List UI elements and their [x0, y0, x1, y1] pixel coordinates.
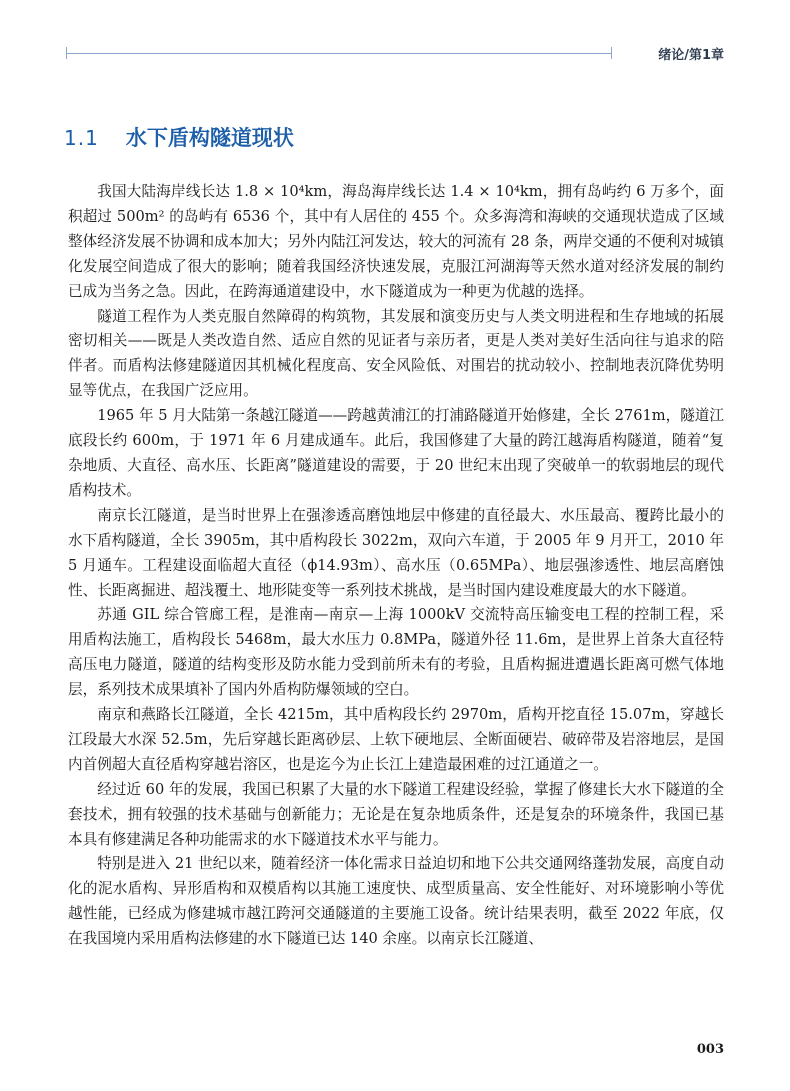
- section-heading: [64, 122, 294, 152]
- paragraph: 南京长江隧道，是当时世界上在强渗透高磨蚀地层中修建的直径最大、水压最高、覆跨比最小的水下盾构隧道，全长 3905m，其中盾构段长 3022m，双向六车道，于 2005 年 9 月开工，2010 年 5 月通车。工程建设面临超大直径（ϕ14.93m）、高水压（0.65MPa）、地层强渗透性、地层高磨蚀性、长距离掘进、超浅覆土、地形陡变等一系列技术挑战，是当时国内建设难度最大的水下隧道。: [68, 506, 724, 599]
- paragraph: 经过近 60 年的发展，我国已积累了大量的水下隧道工程建设经验，掌握了修建长大水下隧道的全套技术，拥有较强的技术基础与创新能力；无论是在复杂地质条件，还是复杂的环境条件，我国已基本具有修建满足各种功能需求的水下隧道技术水平与能力。: [68, 780, 724, 848]
- paragraph: 我国大陆海岸线长达 1.8 × 10⁴km，海岛海岸线长达 1.4 × 10⁴km，拥有岛屿约 6 万多个，面积超过 500m² 的岛屿有 6536 个，其中有人居住的 455 个。众多海湾和海峡的交通现状造成了区域整体经济发展不协调和成本加大；另外内陆江河发达，较大的河流有 28 条，两岸交通的不便利对城镇化发展空间造成了很大的影响；随着我国经济快速发展，克服江河湖海等天然水道对经济发展的制约已成为当务之急。因此，在跨海通道建设中，水下隧道成为一种更为优越的选择。: [68, 183, 724, 300]
- paragraph: 苏通 GIL 综合管廊工程，是淮南—南京—上海 1000kV 交流特高压输变电工程的控制工程，采用盾构法施工，盾构段长 5468m，最大水压力 0.8MPa，隧道外径 11.6m，是世界上首条大直径特高压电力隧道，隧道的结构变形及防水能力受到前所未有的考验，且盾构掘进遭遇长距离可燃气体地层，系列技术成果填补了国内外盾构防爆领域的空白。: [68, 606, 724, 699]
- chapter-label: 绪论/第1章: [658, 48, 724, 63]
- paragraph: 隧道工程作为人类克服自然障碍的构筑物，其发展和演变历史与人类文明进程和生存地域的拓展密切相关——既是人类改造自然、适应自然的见证者与亲历者，更是人类对美好生活向往与追求的陪伴者。而盾构法修建隧道因其机械化程度高、安全风险低、对围岩的扰动较小、控制地表沉降优势明显等优点，在我国广泛应用。: [68, 307, 724, 400]
- paragraph: 1965 年 5 月大陆第一条越江隧道——跨越黄浦江的打浦路隧道开始修建，全长 2761m，隧道江底段长约 600m，于 1971 年 6 月建成通车。此后，我国修建了大量的跨江越海盾构隧道，随着“复杂地质、大直径、高水压、长距离”隧道建设的需要，于 20 世纪末出现了突破单一的软弱地层的现代盾构技术。: [68, 407, 724, 499]
- running-header: [66, 40, 724, 66]
- header-rule: [66, 53, 612, 54]
- section-title: 水下盾构隧道现状: [125, 126, 294, 150]
- paragraph: 特别是进入 21 世纪以来，随着经济一体化需求日益迫切和地下公共交通网络蓬勃发展，高度自动化的泥水盾构、异形盾构和双模盾构以其施工速度快、成型质量高、安全性能好、对环境影响小等优越性能，已经成为修建城市越江跨河交通隧道的主要施工设备。统计结果表明，截至 2022 年底，仅在我国境内采用盾构法修建的水下隧道已达 140 余座。以南京长江隧道、: [68, 855, 724, 948]
- page-number: 003: [696, 1042, 724, 1057]
- header-rule-tick-left: [66, 47, 67, 59]
- body-text: [68, 180, 724, 952]
- paragraph: 南京和燕路长江隧道，全长 4215m，其中盾构段长约 2970m，盾构开挖直径 15.07m，穿越长江段最大水深 52.5m，先后穿越长距离砂层、上软下硬地层、全断面硬岩、破碎带及岩溶地层，是国内首例超大直径盾构穿越岩溶区，也是迄今为止长江上建造最困难的过江通道之一。: [68, 706, 724, 773]
- header-rule-tick-right: [611, 47, 612, 59]
- section-number: 1.1: [64, 126, 99, 150]
